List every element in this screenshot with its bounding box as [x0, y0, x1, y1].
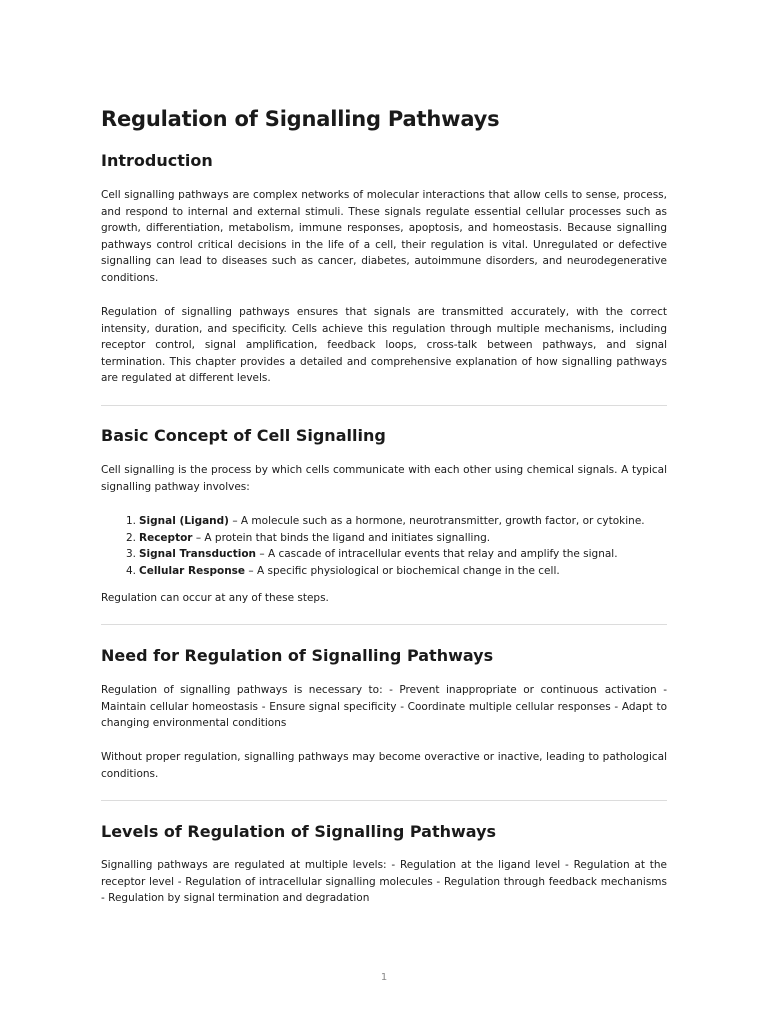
levels-paragraph-1: Signalling pathways are regulated at multiple levels: - Regulation at the ligand level - Regulation at the receptor level - Regulation of intracellular signalling molecules - Regulation through feedback mechanisms - Regulation by signal termination and degradation	[101, 859, 667, 905]
document-title: Regulation of Signalling Pathways	[101, 107, 500, 131]
list-item-number: 2.	[126, 531, 137, 544]
introduction-heading: Introduction	[101, 151, 213, 170]
need-paragraph-2: Without proper regulation, signalling pathways may become overactive or inactive, leading to pathological conditions.	[101, 751, 667, 780]
signalling-steps-list	[101, 513, 667, 579]
list-item	[126, 546, 667, 563]
page-number: 1	[380, 972, 388, 983]
list-item	[126, 563, 667, 580]
list-item-description: – A protein that binds the ligand and initiates signalling.	[192, 531, 491, 544]
list-item-term: Signal (Ligand)	[139, 515, 229, 527]
list-item-term: Signal Transduction	[139, 548, 257, 561]
list-item-term: Cellular Response	[139, 564, 246, 577]
section-divider	[101, 800, 667, 801]
basic-concept-outro: Regulation can occur at any of these steps.	[101, 592, 329, 604]
introduction-paragraph-2: Regulation of signalling pathways ensures that signals are transmitted accurately, with the correct intensity, duration, and specificity. Cells achieve this regulation through multiple mechanisms, including receptor control, signal amplification, feedback loops, cross-talk between pathways, and signal termination. This chapter provides a detailed and comprehensive explanation of how signalling pathways are regulated at different levels.	[101, 306, 667, 385]
list-item-number: 4.	[126, 564, 137, 577]
list-item	[126, 530, 667, 547]
list-item-term: Receptor	[139, 531, 193, 544]
list-item-description: – A specific physiological or biochemical change in the cell.	[245, 564, 560, 577]
section-divider	[101, 624, 667, 625]
section-divider	[101, 405, 667, 406]
basic-concept-intro: Cell signalling is the process by which cells communicate with each other using chemical signals. A typical signalling pathway involves:	[101, 464, 667, 493]
introduction-paragraph-1: Cell signalling pathways are complex networks of molecular interactions that allow cells to sense, process, and respond to internal and external stimuli. These signals regulate essential cellular processes such as growth, differentiation, metabolism, immune responses, apoptosis, and homeostasis. Because signalling pathways control critical decisions in the life of a cell, their regulation is vital. Unregulated or defective signalling can lead to diseases such as cancer, diabetes, autoimmune disorders, and neurodegenerative conditions.	[101, 189, 667, 284]
list-item-number: 3.	[126, 548, 137, 561]
need-heading: Need for Regulation of Signalling Pathways	[101, 646, 494, 665]
list-item-number: 1.	[126, 515, 137, 527]
need-paragraph-1: Regulation of signalling pathways is necessary to: - Prevent inappropriate or continuous activation - Maintain cellular homeostasis - Ensure signal specificity - Coordinate multiple cellular responses - Adapt to changing environmental conditions	[101, 684, 667, 730]
list-item-description: – A molecule such as a hormone, neurotransmitter, growth factor, or cytokine.	[228, 515, 645, 527]
list-item	[126, 513, 667, 530]
levels-heading: Levels of Regulation of Signalling Pathways	[101, 822, 497, 841]
basic-concept-heading: Basic Concept of Cell Signalling	[101, 426, 386, 445]
list-item-description: – A cascade of intracellular events that relay and amplify the signal.	[256, 548, 618, 561]
